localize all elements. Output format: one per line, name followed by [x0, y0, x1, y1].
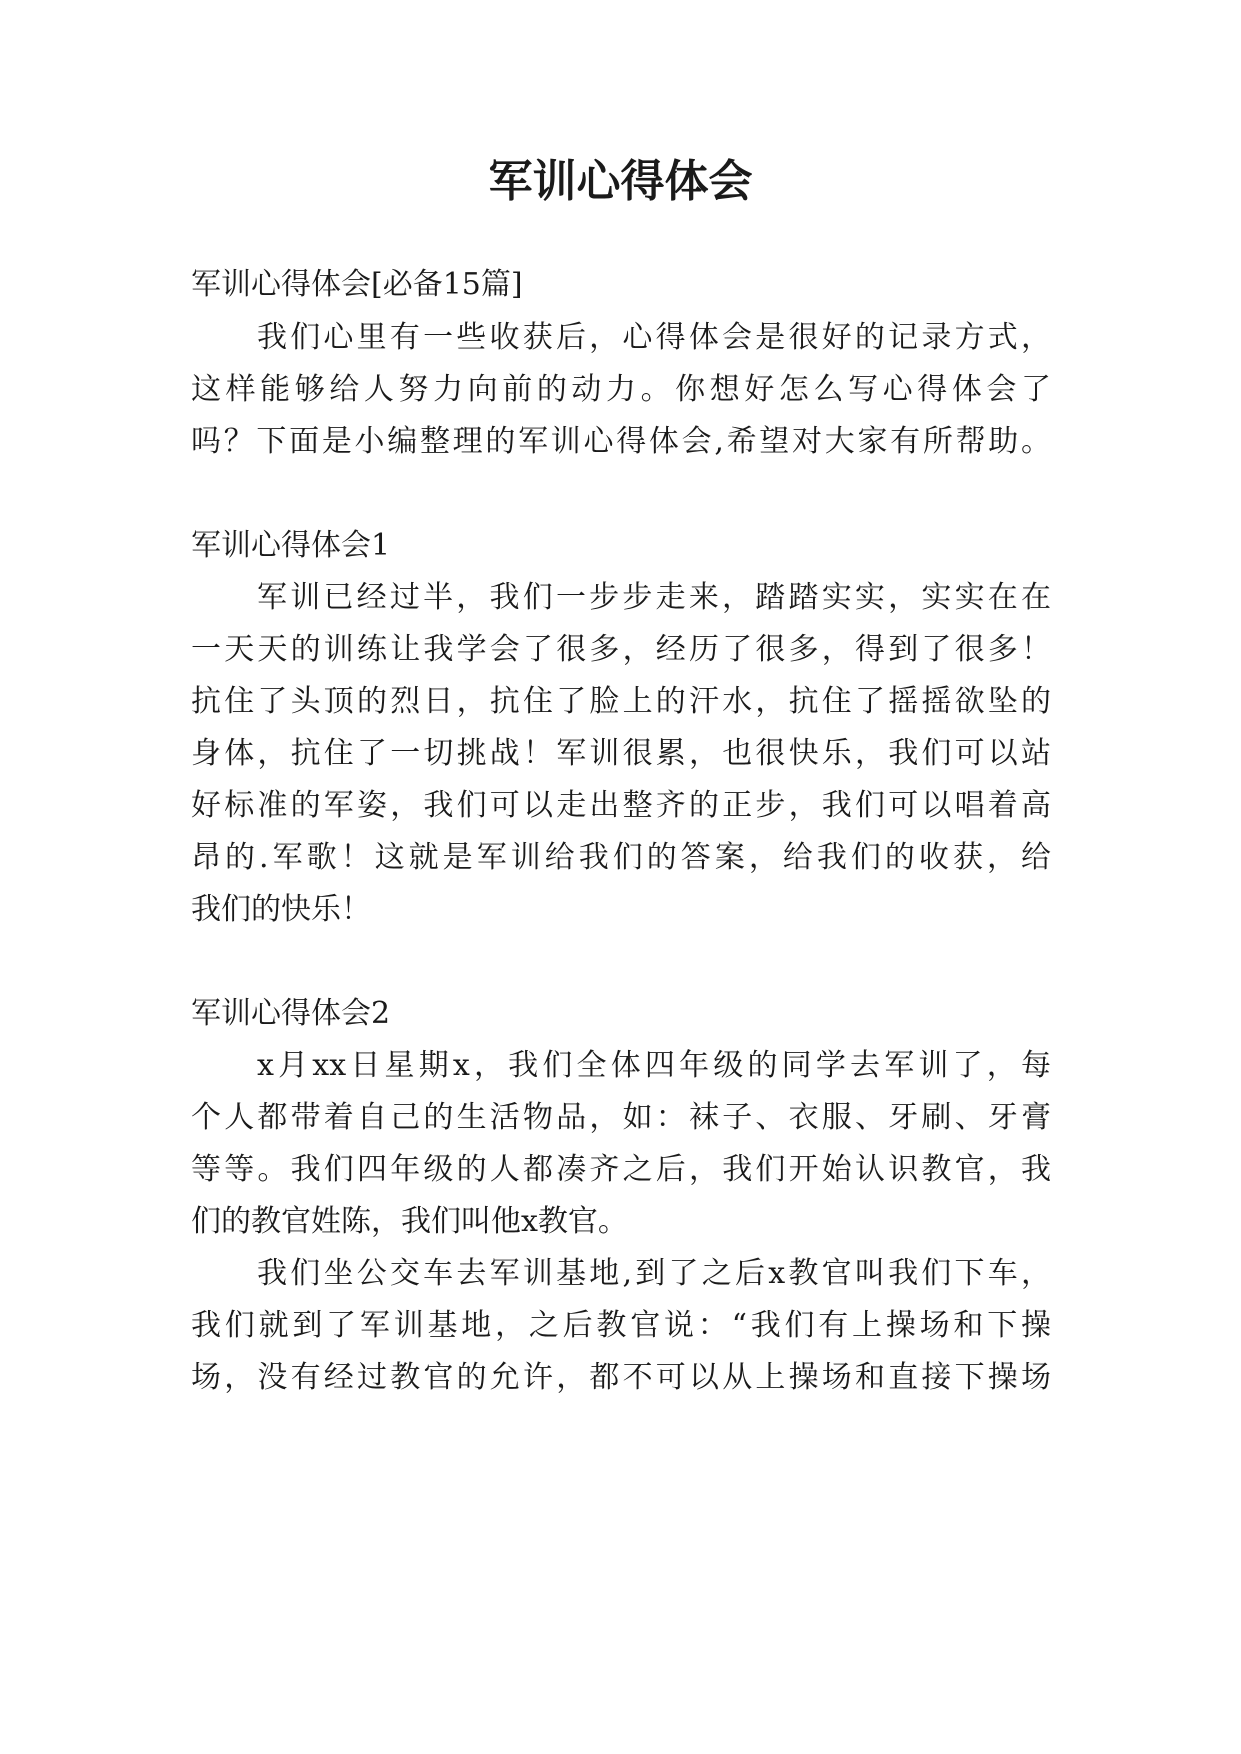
section1-line-6: 昂的.军歌！这就是军训给我们的答案，给我们的收获，给 — [191, 840, 1051, 875]
section2-p1-line-4: 们的教官姓陈，我们叫他x教官。 — [191, 1204, 628, 1239]
section1-line-3: 抗住了头顶的烈日，抗住了脸上的汗水，抗住了摇摇欲坠的 — [191, 684, 1051, 719]
document-title: 军训心得体会 — [488, 156, 753, 207]
section2-p2-line-3: 场，没有经过教官的允许，都不可以从上操场和直接下操场 — [191, 1360, 1051, 1395]
section1-line-2: 一天天的训练让我学会了很多，经历了很多，得到了很多！ — [191, 632, 1051, 667]
intro-line-3: 吗？下面是小编整理的军训心得体会,希望对大家有所帮助。 — [191, 424, 1051, 459]
section2-p2-line-2: 我们就到了军训基地，之后教官说：“我们有上操场和下操 — [191, 1308, 1051, 1343]
intro-heading: 军训心得体会[必备15篇] — [191, 267, 523, 302]
intro-line-1: 我们心里有一些收获后，心得体会是很好的记录方式， — [257, 320, 1051, 355]
section2-p1-line-2: 个人都带着自己的生活物品，如：袜子、衣服、牙刷、牙膏 — [191, 1100, 1051, 1135]
section2-p1-line-1: x月xx日星期x，我们全体四年级的同学去军训了，每 — [257, 1048, 1051, 1083]
section2-p1-line-3: 等等。我们四年级的人都凑齐之后，我们开始认识教官，我 — [191, 1152, 1051, 1187]
section1-line-1: 军训已经过半，我们一步步走来，踏踏实实，实实在在 — [257, 580, 1051, 615]
intro-line-2: 这样能够给人努力向前的动力。你想好怎么写心得体会了 — [191, 372, 1051, 407]
section1-heading: 军训心得体会1 — [191, 528, 391, 563]
section1-line-7: 我们的快乐！ — [191, 892, 371, 927]
section1-line-5: 好标准的军姿，我们可以走出整齐的正步，我们可以唱着高 — [191, 788, 1051, 823]
section2-p2-line-1: 我们坐公交车去军训基地,到了之后x教官叫我们下车， — [257, 1256, 1051, 1291]
section2-heading: 军训心得体会2 — [191, 996, 391, 1031]
section1-line-4: 身体，抗住了一切挑战！军训很累，也很快乐，我们可以站 — [191, 736, 1051, 771]
